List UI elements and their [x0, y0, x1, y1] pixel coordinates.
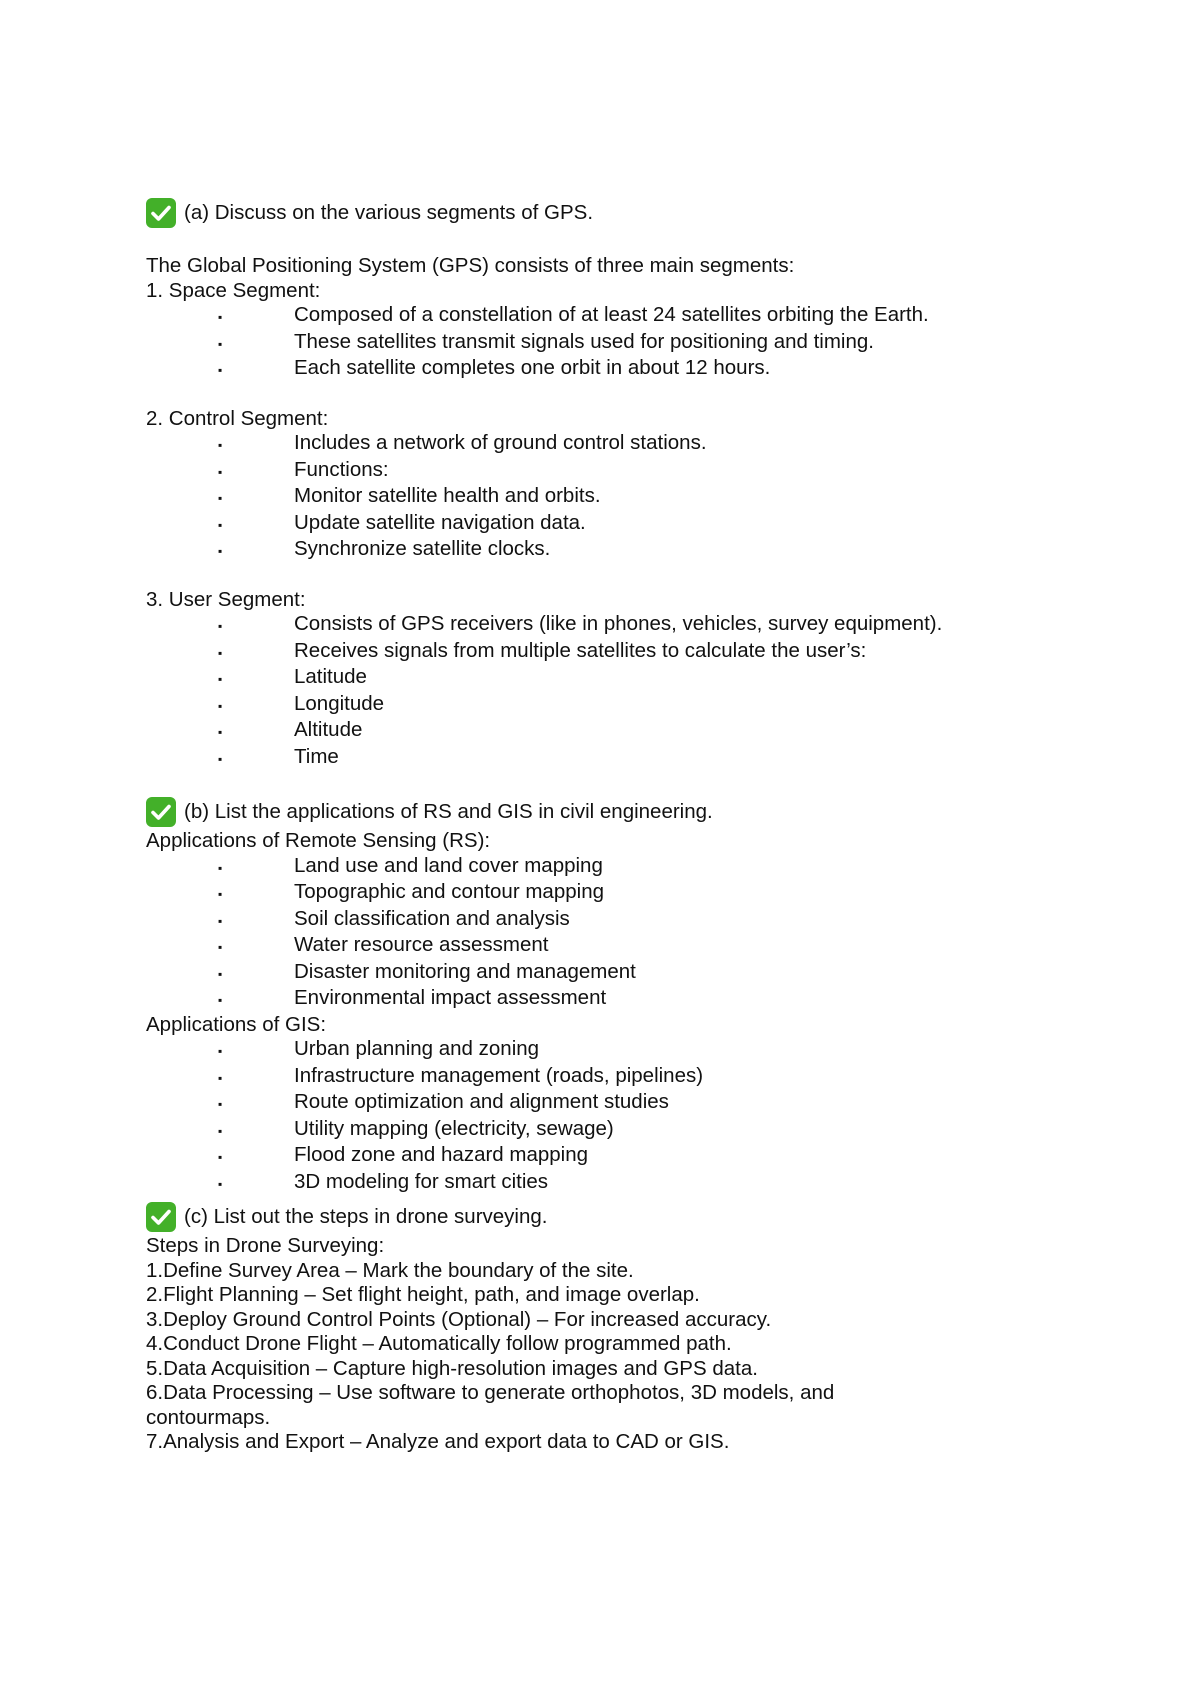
list-item: ▪ Route optimization and alignment studies — [146, 1090, 1106, 1117]
list-item: ▪ Flood zone and hazard mapping — [146, 1143, 1106, 1170]
square-bullet-icon: ▪ — [218, 464, 223, 479]
square-bullet-icon: ▪ — [218, 310, 223, 324]
square-bullet-icon: ▪ — [218, 993, 223, 1007]
rs-applications-list — [146, 854, 1106, 1013]
section-a-heading-text: (a) Discuss on the various segments of GPS. — [184, 200, 594, 224]
square-bullet-icon: ▪ — [218, 645, 223, 660]
space-segment-list — [146, 303, 1106, 383]
list-item: ▪ Water resource assessment — [146, 933, 1106, 960]
square-bullet-icon: ▪ — [218, 1150, 223, 1164]
list-item: ▪ Time — [146, 745, 1106, 772]
section-c-heading-text: (c) List out the steps in drone surveying. — [184, 1204, 548, 1228]
list-item: ▪ Functions: — [146, 458, 1106, 485]
check-mark-button-icon — [146, 1202, 176, 1232]
list-item: ▪ Land use and land cover mapping — [146, 854, 1106, 881]
drone-steps-list — [146, 1259, 1106, 1455]
square-bullet-icon: ▪ — [218, 336, 223, 351]
list-item: ▪ 3D modeling for smart cities — [146, 1170, 1106, 1197]
list-item: ▪ Consists of GPS receivers (like in phones, vehicles, survey equipment). — [146, 612, 1106, 639]
square-bullet-icon: ▪ — [218, 1044, 223, 1058]
list-item: ▪ Utility mapping (electricity, sewage) — [146, 1117, 1106, 1144]
square-bullet-icon: ▪ — [218, 698, 223, 713]
list-item: ▪ Longitude — [146, 692, 1106, 719]
square-bullet-icon: ▪ — [218, 491, 223, 505]
list-item: ▪ Topographic and contour mapping — [146, 880, 1106, 907]
section-b-heading — [146, 795, 1106, 829]
list-item: ▪ Environmental impact assessment — [146, 986, 1106, 1013]
list-item: ▪ Monitor satellite health and orbits. — [146, 484, 1106, 511]
space-segment-title: 1. Space Segment: — [146, 278, 321, 302]
square-bullet-icon: ▪ — [218, 619, 223, 633]
square-bullet-icon: ▪ — [218, 751, 223, 766]
list-item: ▪ Disaster monitoring and management — [146, 960, 1106, 987]
gis-applications-title: Applications of GIS: — [146, 1012, 327, 1036]
list-item: ▪ Urban planning and zoning — [146, 1037, 1106, 1064]
list-item: 4.Conduct Drone Flight – Automatically follow programmed path. — [146, 1332, 732, 1355]
drone-steps-title: Steps in Drone Surveying: — [146, 1234, 385, 1257]
check-mark-button-icon — [146, 797, 176, 827]
list-item: ▪ Update satellite navigation data. — [146, 511, 1106, 538]
square-bullet-icon: ▪ — [218, 860, 223, 875]
user-segment-list — [146, 612, 1106, 771]
section-a-heading — [146, 196, 1106, 230]
list-item: ▪ Each satellite completes one orbit in about 12 hours. — [146, 356, 1106, 383]
gps-intro: The Global Positioning System (GPS) consists of three main segments: — [146, 254, 795, 277]
list-item: ▪ Composed of a constellation of at least 24 satellites orbiting the Earth. — [146, 303, 1106, 330]
square-bullet-icon: ▪ — [218, 725, 223, 739]
square-bullet-icon: ▪ — [218, 966, 223, 981]
list-item: ▪ Infrastructure management (roads, pipelines) — [146, 1064, 1106, 1091]
list-item: 2.Flight Planning – Set flight height, path, and image overlap. — [146, 1283, 700, 1306]
square-bullet-icon: ▪ — [218, 940, 223, 954]
control-segment-title: 2. Control Segment: — [146, 406, 329, 430]
section-b-heading-text: (b) List the applications of RS and GIS in civil engineering. — [184, 799, 713, 823]
list-item: 5.Data Acquisition – Capture high-resolution images and GPS data. — [146, 1356, 758, 1380]
control-segment-list — [146, 431, 1106, 564]
gis-applications-list — [146, 1037, 1106, 1196]
list-item: ▪ These satellites transmit signals used for positioning and timing. — [146, 330, 1106, 357]
square-bullet-icon: ▪ — [218, 1176, 223, 1191]
check-mark-button-icon — [146, 198, 176, 228]
square-bullet-icon: ▪ — [218, 544, 223, 558]
square-bullet-icon: ▪ — [218, 1123, 223, 1138]
list-item: 3.Deploy Ground Control Points (Optional) – For increased accuracy. — [146, 1307, 772, 1331]
list-item: ▪ Includes a network of ground control stations. — [146, 431, 1106, 458]
list-item: ▪ Latitude — [146, 665, 1106, 692]
document-page — [146, 196, 1106, 1455]
square-bullet-icon: ▪ — [218, 363, 223, 377]
square-bullet-icon: ▪ — [218, 672, 223, 686]
square-bullet-icon: ▪ — [218, 913, 223, 928]
square-bullet-icon: ▪ — [218, 1070, 223, 1085]
section-c-heading — [146, 1200, 1106, 1234]
list-item: 7.Analysis and Export – Analyze and export data to CAD or GIS. — [146, 1430, 730, 1453]
list-item: ▪ Soil classification and analysis — [146, 907, 1106, 934]
list-item: ▪ Receives signals from multiple satellites to calculate the user’s: — [146, 639, 1106, 666]
list-item: ▪ Altitude — [146, 718, 1106, 745]
square-bullet-icon: ▪ — [218, 1097, 223, 1111]
user-segment-title: 3. User Segment: — [146, 587, 306, 611]
list-item: 1.Define Survey Area – Mark the boundary of the site. — [146, 1258, 634, 1282]
list-item: 6.Data Processing – Use software to generate orthophotos, 3D models, and contourmaps. — [146, 1381, 835, 1429]
square-bullet-icon: ▪ — [218, 887, 223, 901]
square-bullet-icon: ▪ — [218, 517, 223, 532]
rs-applications-title: Applications of Remote Sensing (RS): — [146, 829, 491, 852]
list-item: ▪ Synchronize satellite clocks. — [146, 537, 1106, 564]
square-bullet-icon: ▪ — [218, 438, 223, 452]
